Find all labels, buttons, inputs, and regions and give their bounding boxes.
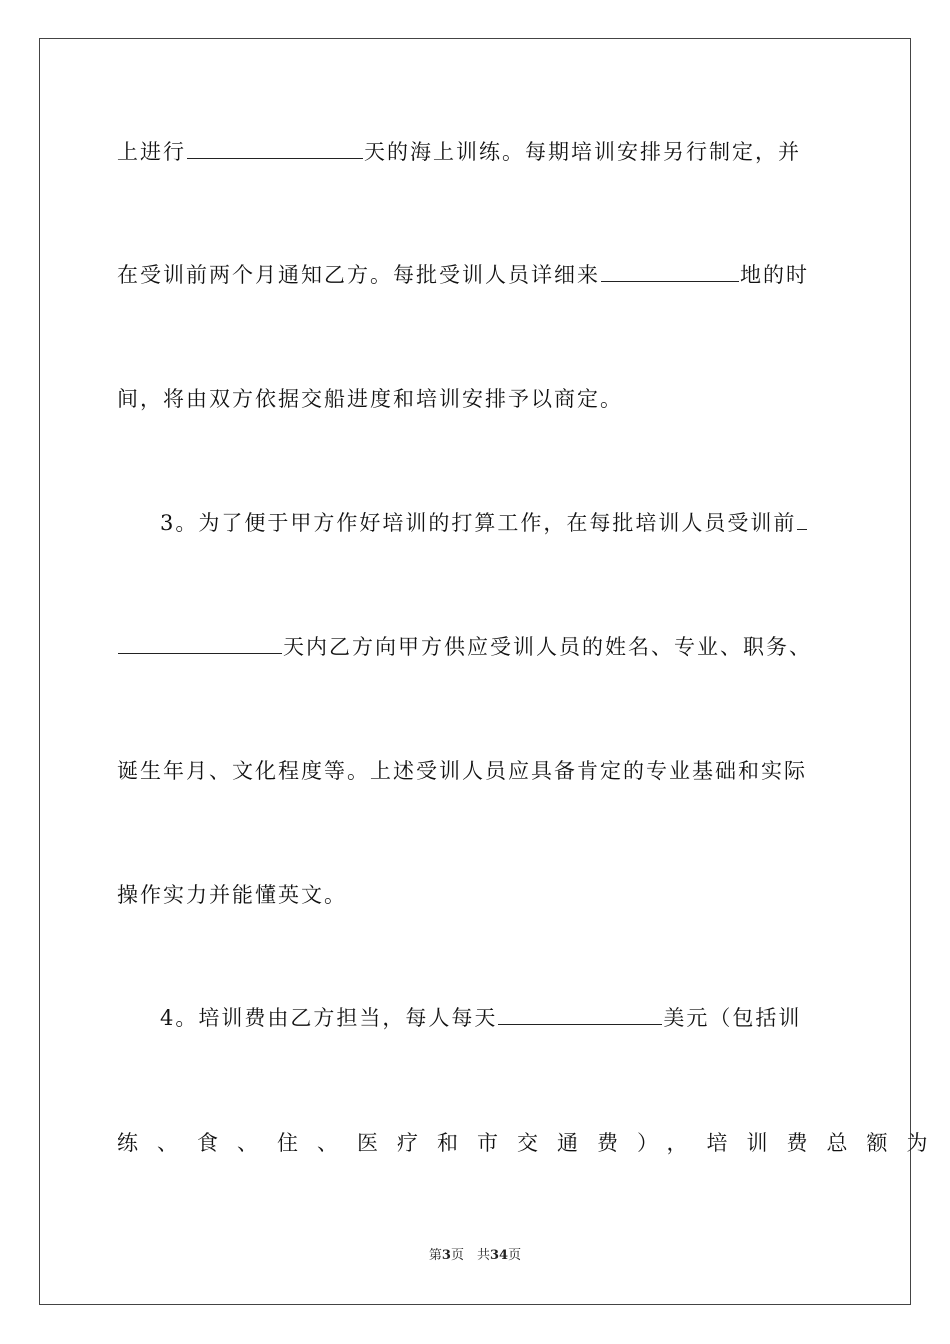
paragraph-line [117,757,837,785]
text-fragment: 4。培训费由乙方担当，每人每天 [160,1006,498,1030]
text-fragment: 天的海上训练。每期培训安排另行制定，并 [364,140,801,164]
text-fragment: 诞生年月、文化程度等。上述受训人员应具备肯定的专业基础和实际 [117,759,807,783]
fill-in-blank[interactable] [797,509,807,530]
paragraph-line [160,509,838,537]
page-footer [0,1247,950,1265]
paragraph-line [117,633,837,661]
paragraph-line [117,261,837,289]
paragraph-line [117,1129,947,1157]
paragraph-line [117,881,837,909]
paragraph-line [117,385,837,413]
fill-in-blank[interactable] [601,261,739,282]
total-page-count: 34 [489,1248,509,1263]
footer-suffix: 页 [508,1248,522,1263]
text-fragment: 在受训前两个月通知乙方。每批受训人员详细来 [117,263,600,287]
fill-in-blank[interactable] [498,1004,662,1025]
footer-prefix: 第 [428,1248,442,1263]
footer-mid: 页 共 [450,1248,490,1263]
text-fragment: 操作实力并能懂英文。 [117,883,347,907]
text-fragment: 间，将由双方依据交船进度和培训安排予以商定。 [117,387,623,411]
text-fragment: 上进行 [117,140,186,164]
text-fragment: 地的时 [740,263,809,287]
paragraph-line [117,138,837,166]
current-page-number: 3 [441,1248,451,1263]
fill-in-blank[interactable] [187,138,363,159]
text-fragment: 天内乙方向甲方供应受训人员的姓名、专业、职务、 [283,635,812,659]
text-fragment: 美元（包括训 [663,1006,802,1030]
text-fragment: 3。为了便于甲方作好培训的打算工作，在每批培训人员受训前 [160,511,797,535]
paragraph-line [160,1004,838,1032]
text-fragment: 练、食、住、医疗和市交通费），培训费总额为 [117,1131,947,1155]
fill-in-blank[interactable] [118,633,282,654]
page-border [39,38,911,1305]
